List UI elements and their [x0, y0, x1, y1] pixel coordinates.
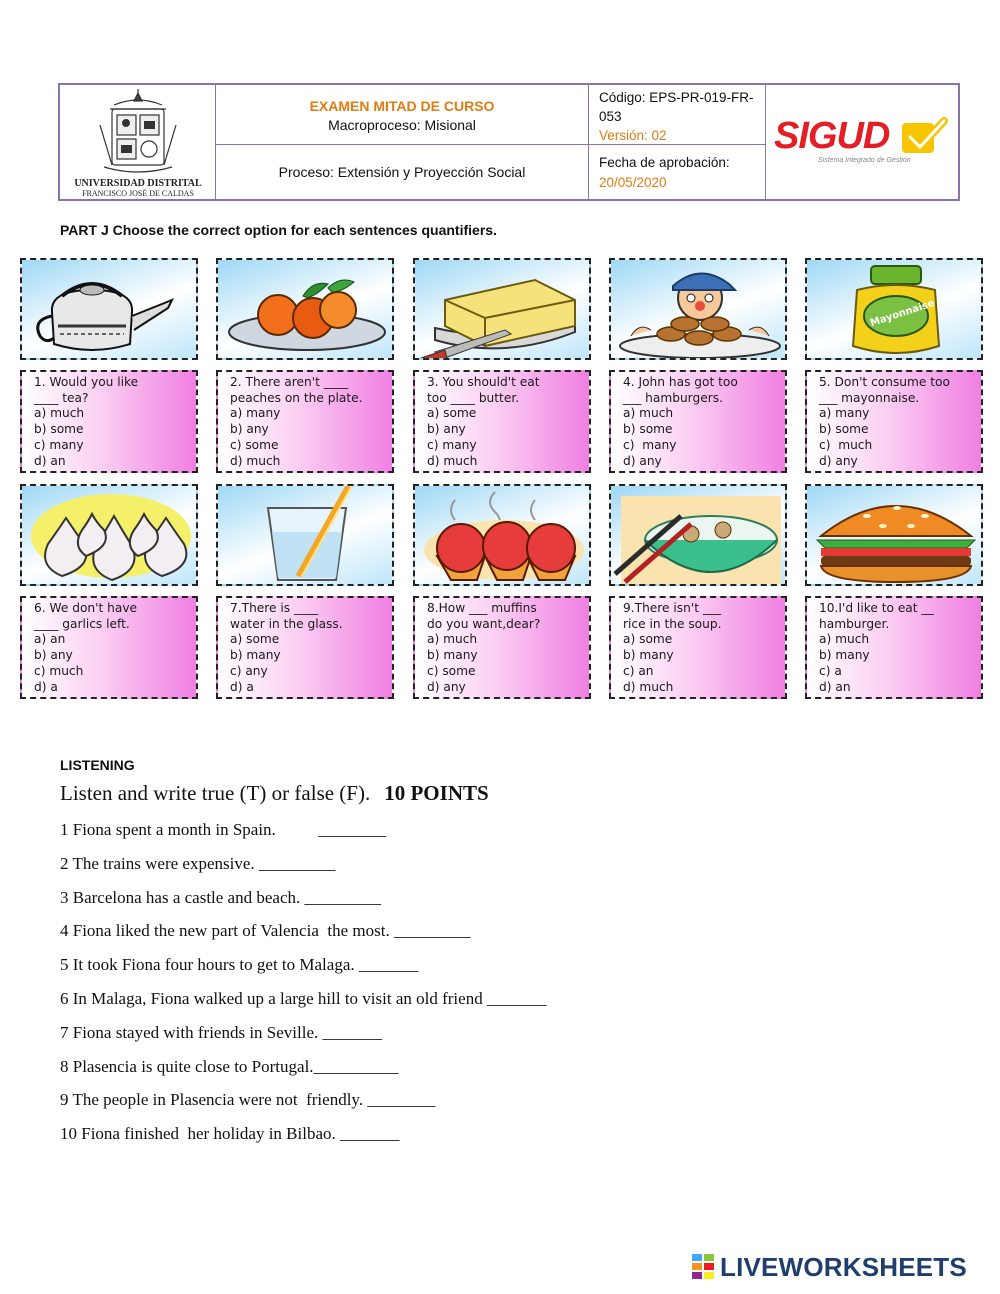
quantifier-card: [216, 484, 394, 699]
listening-heading: LISTENING: [60, 757, 135, 773]
question-box: [609, 370, 787, 473]
part-j-instruction: PART J Choose the correct option for each sentences quantifiers.: [60, 222, 497, 238]
true-false-item[interactable]: 3 Barcelona has a castle and beach. _________: [60, 887, 381, 907]
university-crest-icon: [60, 85, 216, 177]
answer-option[interactable]: d) much: [427, 453, 478, 468]
true-false-item[interactable]: 2 The trains were expensive. _________: [60, 853, 336, 873]
answer-option[interactable]: c) much: [819, 437, 873, 452]
answer-option[interactable]: c) much: [34, 663, 84, 678]
question-text: ____ garlics left.: [34, 616, 130, 631]
answer-option[interactable]: a) much: [819, 632, 870, 647]
answer-option[interactable]: b) some: [819, 422, 869, 437]
question-text: 3. You should't eat: [427, 375, 540, 389]
listening-items: [60, 820, 546, 1158]
muffins-picture: [413, 484, 591, 586]
codigo-line2: 053: [599, 109, 622, 124]
answer-option[interactable]: b) many: [819, 648, 870, 663]
university-subname: FRANCISCO JOSÉ DE CALDAS: [82, 189, 194, 198]
question-text: too ____ butter.: [427, 390, 520, 405]
answer-option[interactable]: d) much: [623, 679, 674, 694]
water-glass-picture: [216, 484, 394, 586]
proceso-cell: [216, 145, 589, 199]
mayonnaise-jar-picture: [805, 258, 983, 360]
question-text: rice in the soup.: [623, 616, 722, 631]
answer-option[interactable]: c) many: [427, 437, 477, 452]
answer-option[interactable]: a) an: [34, 632, 66, 647]
true-false-item[interactable]: 7 Fiona stayed with friends in Seville. _______: [60, 1022, 383, 1042]
quantifier-card: [20, 484, 198, 699]
answer-option[interactable]: d) any: [623, 453, 662, 468]
answer-option[interactable]: c) some: [427, 663, 476, 678]
answer-option[interactable]: a) much: [623, 406, 674, 421]
answer-option[interactable]: c) a: [819, 663, 842, 678]
question-text: 4. John has got too: [623, 375, 738, 389]
butter-picture: [413, 258, 591, 360]
answer-option[interactable]: d) a: [34, 679, 58, 694]
sigud-logo-cell: [766, 85, 958, 199]
true-false-item[interactable]: 9 The people in Plasencia were not friendly. ________: [60, 1090, 436, 1110]
question-text: 8.How ___ muffins: [427, 601, 537, 615]
question-text: 10.I'd like to eat __: [819, 601, 934, 615]
answer-option[interactable]: d) an: [819, 679, 851, 694]
codigo-line1: Código: EPS-PR-019-FR-: [599, 90, 754, 105]
question-text: 2. There aren't ____: [230, 375, 349, 389]
question-box: [20, 370, 198, 473]
listening-title: [60, 781, 489, 806]
question-box: [805, 596, 983, 699]
hamburger-picture: [805, 484, 983, 586]
listening-points: 10 POINTS: [384, 781, 489, 805]
answer-option[interactable]: c) many: [623, 437, 677, 452]
answer-option[interactable]: c) any: [230, 663, 268, 678]
hamburgers-boy-picture: [609, 258, 787, 360]
question-box: [216, 596, 394, 699]
answer-option[interactable]: d) any: [819, 453, 858, 468]
question-text: peaches on the plate.: [230, 390, 363, 405]
quantifier-card: [413, 258, 591, 473]
quantifier-card: [609, 258, 787, 473]
answer-option[interactable]: a) some: [230, 632, 280, 647]
garlic-picture: [20, 484, 198, 586]
true-false-item[interactable]: 4 Fiona liked the new part of Valencia the most. _________: [60, 921, 471, 941]
answer-option[interactable]: b) any: [230, 422, 269, 437]
rice-soup-picture: [609, 484, 787, 586]
checkmark-icon: [900, 117, 948, 157]
answer-option[interactable]: b) some: [623, 422, 673, 437]
question-text: 1. Would you like: [34, 375, 139, 389]
listening-instruction: Listen and write true (T) or false (F).: [60, 781, 371, 805]
header-table: [58, 83, 960, 201]
answer-option[interactable]: c) many: [34, 437, 84, 452]
question-text: hamburger.: [819, 616, 890, 631]
question-text: 9.There isn't ___: [623, 601, 722, 615]
question-box: [805, 370, 983, 473]
true-false-item[interactable]: 10 Fiona finished her holiday in Bilbao. _______: [60, 1124, 400, 1144]
answer-option[interactable]: b) any: [427, 422, 466, 437]
quantifier-card: [20, 258, 198, 473]
answer-option[interactable]: a) many: [230, 406, 281, 421]
answer-option[interactable]: c) some: [230, 437, 279, 452]
quantifier-card: [609, 484, 787, 699]
answer-option[interactable]: b) many: [623, 648, 674, 663]
liveworksheets-brand: LIVEWORKSHEETS: [720, 1252, 967, 1282]
question-text: 6. We don't have: [34, 601, 138, 615]
question-text: ___ hamburgers.: [623, 390, 723, 405]
true-false-item[interactable]: 8 Plasencia is quite close to Portugal.__________: [60, 1056, 399, 1076]
liveworksheets-logo: [692, 1252, 967, 1284]
answer-option[interactable]: a) some: [623, 632, 673, 647]
question-box: [216, 370, 394, 473]
question-text: 7.There is ____: [230, 601, 319, 615]
answer-option[interactable]: d) a: [230, 679, 254, 694]
version-text: Versión: 02: [599, 128, 667, 143]
fecha-label: Fecha de aprobación:: [599, 155, 730, 170]
sigud-subtitle: Sistema Integrado de Gestión: [818, 157, 911, 164]
fecha-value: 20/05/2020: [599, 175, 667, 190]
university-name: UNIVERSIDAD DISTRITAL: [74, 178, 202, 189]
question-text: 5. Don't consume too: [819, 375, 950, 389]
question-text: ___ mayonnaise.: [819, 390, 920, 405]
question-box: [413, 596, 591, 699]
question-box: [20, 596, 198, 699]
sigud-logo: SIGUD: [774, 115, 890, 157]
codigo-cell: [589, 85, 766, 145]
quantifier-card: [805, 484, 983, 699]
answer-option[interactable]: b) many: [427, 648, 478, 663]
question-box: [413, 370, 591, 473]
answer-option[interactable]: c) an: [623, 663, 654, 678]
answer-option[interactable]: b) many: [230, 648, 281, 663]
answer-option[interactable]: b) any: [34, 648, 73, 663]
quantifier-card: [216, 258, 394, 473]
fecha-cell: [589, 145, 766, 199]
exam-title: EXAMEN MITAD DE CURSO: [309, 98, 495, 114]
teapot-picture: [20, 258, 198, 360]
true-false-item[interactable]: 6 In Malaga, Fiona walked up a large hill to visit an old friend _______: [60, 988, 547, 1008]
answer-option[interactable]: a) much: [427, 632, 478, 647]
answer-option[interactable]: a) some: [427, 406, 477, 421]
proceso-text: Proceso: Extensión y Proyección Social: [278, 164, 526, 180]
quantifier-card: [413, 484, 591, 699]
peaches-picture: [216, 258, 394, 360]
question-text: do you want,dear?: [427, 616, 541, 631]
exam-title-cell: [216, 85, 589, 145]
answer-option[interactable]: d) an: [34, 453, 66, 468]
answer-option[interactable]: a) many: [819, 406, 870, 421]
answer-option[interactable]: b) some: [34, 422, 84, 437]
answer-option[interactable]: d) much: [230, 453, 281, 468]
question-box: [609, 596, 787, 699]
macroproceso-text: Macroproceso: Misional: [328, 117, 476, 133]
answer-option[interactable]: d) any: [427, 679, 466, 694]
true-false-item[interactable]: 5 It took Fiona four hours to get to Malaga. _______: [60, 955, 419, 975]
mayonnaise-jar-label: Mayonnaise: [868, 297, 936, 330]
liveworksheets-blocks-icon: [692, 1254, 716, 1280]
question-text: water in the glass.: [230, 616, 343, 631]
university-logo-cell: [60, 85, 216, 199]
question-text: ____ tea?: [34, 390, 89, 405]
quantifier-card: [805, 258, 983, 473]
true-false-item[interactable]: 1 Fiona spent a month in Spain. ________: [60, 820, 387, 839]
answer-option[interactable]: a) much: [34, 406, 85, 421]
